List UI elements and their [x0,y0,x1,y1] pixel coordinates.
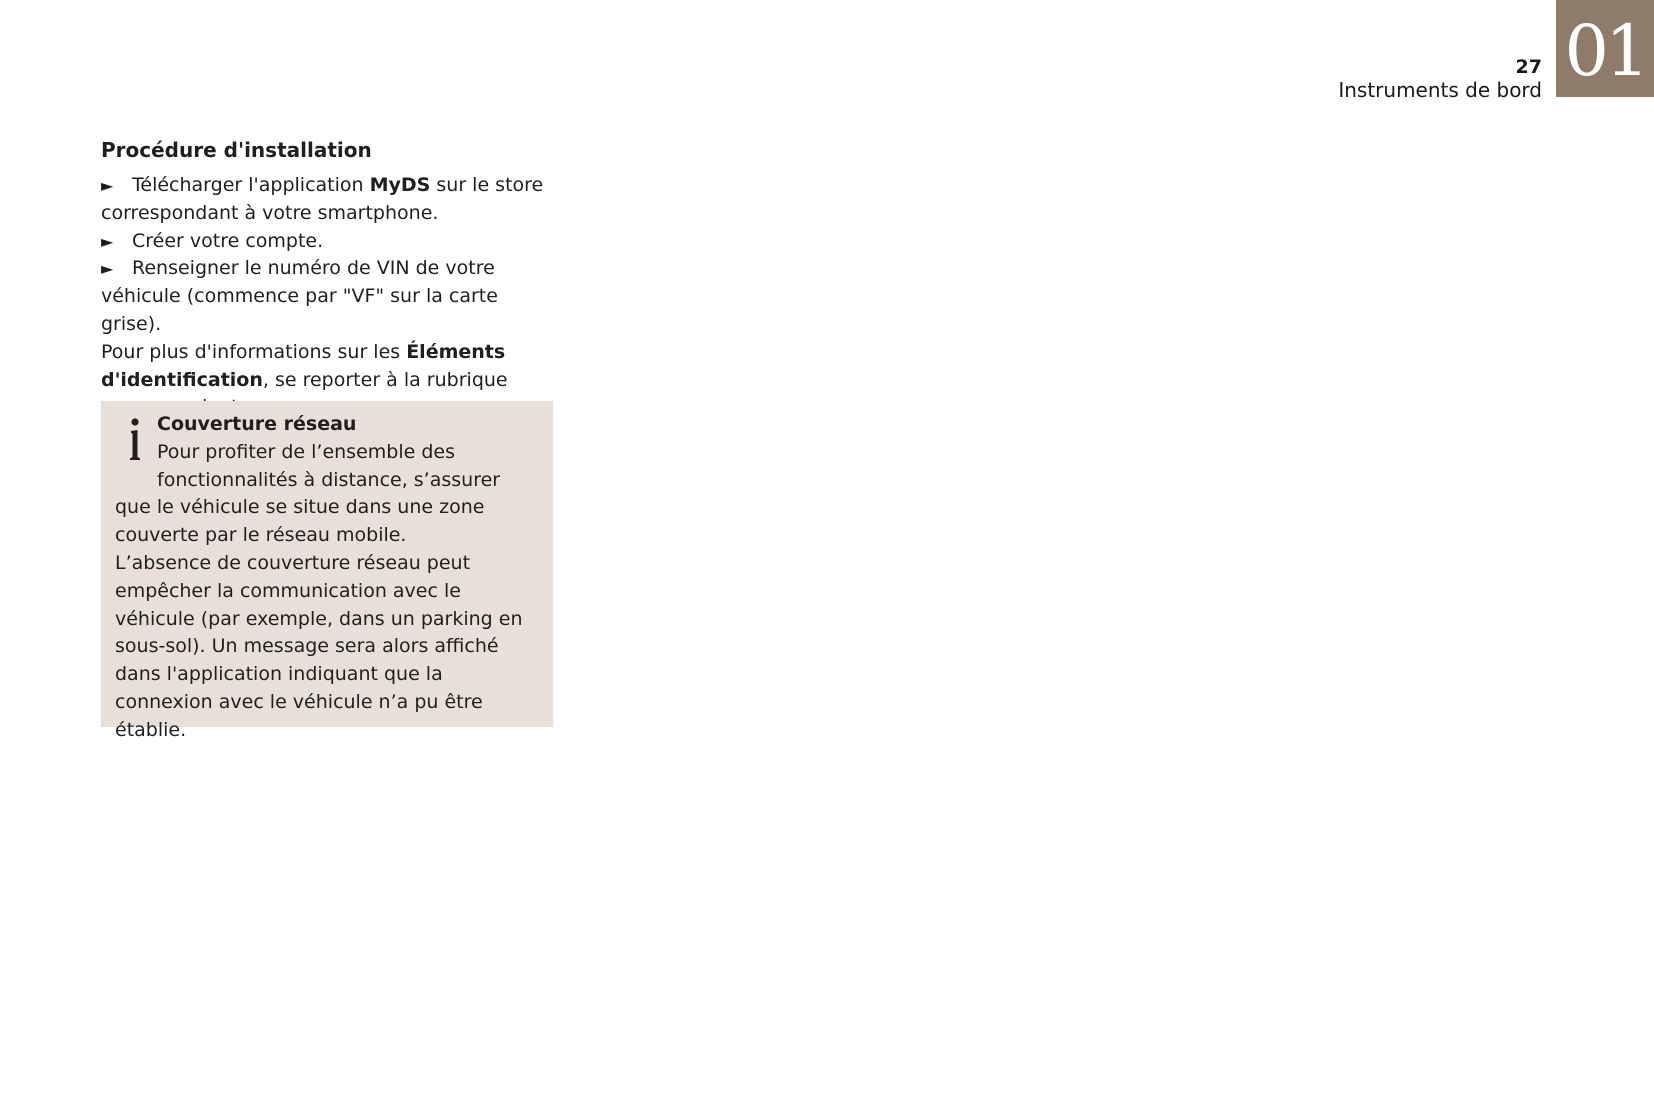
chapter-tab [1556,0,1654,97]
bullet-arrow-icon: ► [101,259,114,279]
step1-suffix: sur le store correspondant à votre smartphone. [101,174,544,224]
step3-text: Renseigner le numéro de VIN de votre véhicule (commence par "VF" sur la carte grise). [101,257,498,335]
bullet-arrow-icon: ► [101,176,114,195]
info-box-paragraph-2: L’absence de couverture réseau peut empêcher la communication avec le véhicule (par exemple, dans un parking en sous-sol). Un message sera alors affiché dans l'application indiquant que la connexion avec le véhicule n’a pu être établie. [115,551,523,741]
info-icon [115,411,157,467]
section-title: Instruments de bord [1338,78,1542,102]
step-enter-vin [101,255,559,338]
info-box-title: Couverture réseau [157,413,357,435]
info-icon-glyph [125,418,145,462]
page-number: 27 [1515,56,1542,78]
step-create-account [101,228,559,256]
note-prefix: Pour plus d'informations sur les [101,340,407,363]
chapter-number: 01 [1564,9,1646,92]
network-coverage-info-box [101,401,553,741]
identification-link-text: Éléments d'identification [101,340,506,391]
step1-prefix: Télécharger l'application [132,174,370,196]
step2-text: Créer votre compte. [132,229,324,252]
bullet-arrow-icon: ► [101,231,114,251]
step-download-app [101,172,559,228]
procedure-heading: Procédure d'installation [101,138,372,162]
info-box-paragraph-1: Pour profiter de l’ensemble des fonctionnalités à distance, s’assurer que le véhicule se situe dans une zone couverte par le réseau mobile. [115,440,501,547]
app-name: MyDS [369,174,431,196]
note-suffix: , se reporter à la rubrique [262,368,508,391]
procedure-section [101,137,559,422]
